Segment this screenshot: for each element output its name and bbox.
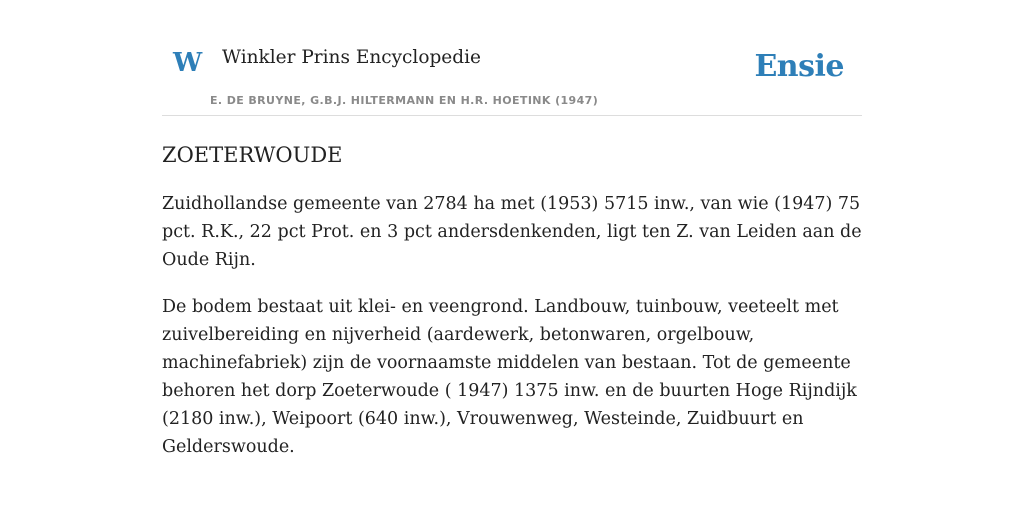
article-paragraph: Zuidhollandse gemeente van 2784 ha met (1953) 5715 inw., van wie (1947) 75 pct. R.K., 22 pct Prot. en 3 pct andersdenkenden, ligt ten Z. van Leiden aan de Oude Rijn. — [162, 194, 862, 270]
article-title: ZOETERWOUDE — [162, 143, 343, 167]
publication-title[interactable]: Winkler Prins Encyclopedie — [222, 47, 481, 68]
article — [162, 138, 862, 461]
encyclopedia-header — [162, 40, 862, 116]
ensie-brand-logo[interactable]: Ensie — [754, 49, 844, 84]
winkler-prins-logo[interactable]: W — [173, 48, 203, 78]
publication-authors: E. DE BRUYNE, G.B.J. HILTERMANN EN H.R. HOETINK (1947) — [210, 94, 599, 107]
article-paragraph: De bodem bestaat uit klei- en veengrond. Landbouw, tuinbouw, veeteelt met zuivelbereiding en nijverheid (aardewerk, betonwaren, orgelbouw, machinefabriek) zijn de voornaamste middelen van bestaan. Tot de gemeente behoren het dorp Zoeterwoude ( 1947) 1375 inw. en de buurten Hoge Rijndijk (2180 inw.), Weipoort (640 inw.), Vrouwenweg, Westeinde, Zuidbuurt en Gelderswoude. — [162, 297, 857, 457]
